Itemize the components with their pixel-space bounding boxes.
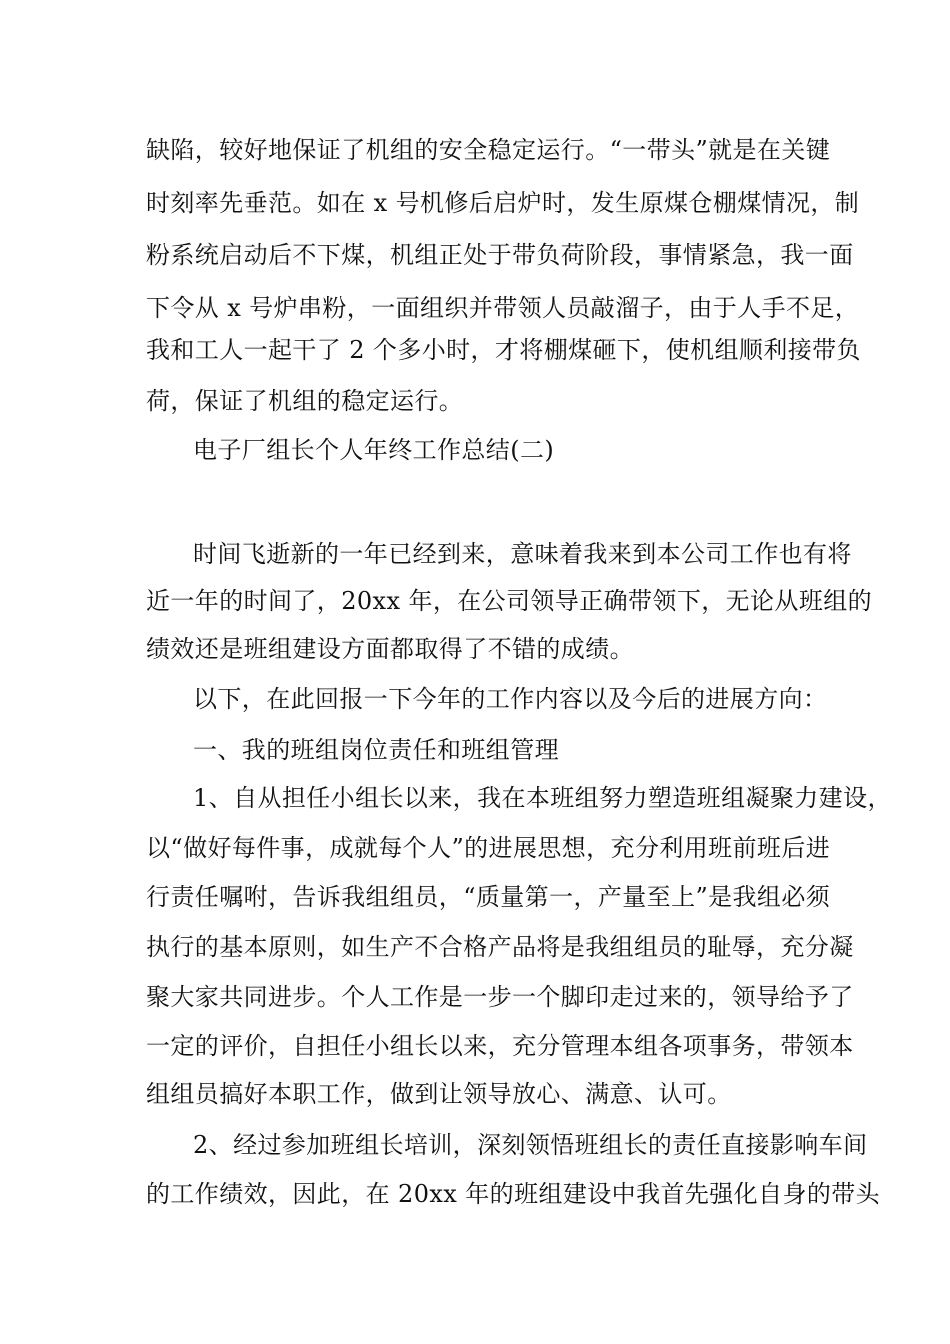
text-line: 行责任嘱咐，告诉我组组员，“质量第一，产量至上”是我组必须 <box>146 883 831 911</box>
text-line: 近一年的时间了，20xx 年，在公司领导正确带领下，无论从班组的 <box>146 587 873 615</box>
text-line: 的工作绩效，因此，在 20xx 年的班组建设中我首先强化自身的带头 <box>146 1180 881 1208</box>
text-line: 粉系统启动后不下煤，机组正处于带负荷阶段，事情紧急，我一面 <box>146 241 854 269</box>
text-line: 1、自从担任小组长以来，我在本班组努力塑造班组凝聚力建设， <box>193 784 892 812</box>
text-line: 2、经过参加班组长培训，深刻领悟班组长的责任直接影响车间 <box>193 1131 868 1159</box>
text-line: 一定的评价，自担任小组长以来，充分管理本组各项事务，带领本 <box>146 1032 854 1060</box>
text-line: 荷，保证了机组的稳定运行。 <box>146 387 464 415</box>
text-line: 聚大家共同进步。个人工作是一步一个脚印走过来的，领导给予了 <box>146 983 854 1011</box>
heading-line: 一、我的班组岗位责任和班组管理 <box>193 736 559 764</box>
section-title: 电子厂组长个人年终工作总结(二) <box>193 436 555 464</box>
text-line: 我和工人一起干了 2 个多小时，才将棚煤砸下，使机组顺利接带负 <box>146 336 861 364</box>
text-line: 时刻率先垂范。如在 x 号机修后启炉时，发生原煤仓棚煤情况，制 <box>146 189 860 217</box>
text-line: 时间飞逝新的一年已经到来，意味着我来到本公司工作也有将 <box>193 540 852 568</box>
text-line: 组组员搞好本职工作，做到让领导放心、满意、认可。 <box>146 1080 732 1108</box>
text-line: 缺陷，较好地保证了机组的安全稳定运行。“一带头”就是在关键 <box>146 136 831 164</box>
text-line: 执行的基本原则，如生产不合格产品将是我组组员的耻辱，充分凝 <box>146 933 854 961</box>
text-line: 以下，在此回报一下今年的工作内容以及今后的进展方向： <box>193 685 828 713</box>
text-line: 下令从 x 号炉串粉，一面组织并带领人员敲溜子，由于人手不足， <box>146 294 860 322</box>
text-line: 以“做好每件事，成就每个人”的进展思想，充分利用班前班后进 <box>146 834 831 862</box>
text-line: 绩效还是班组建设方面都取得了不错的成绩。 <box>146 635 634 663</box>
